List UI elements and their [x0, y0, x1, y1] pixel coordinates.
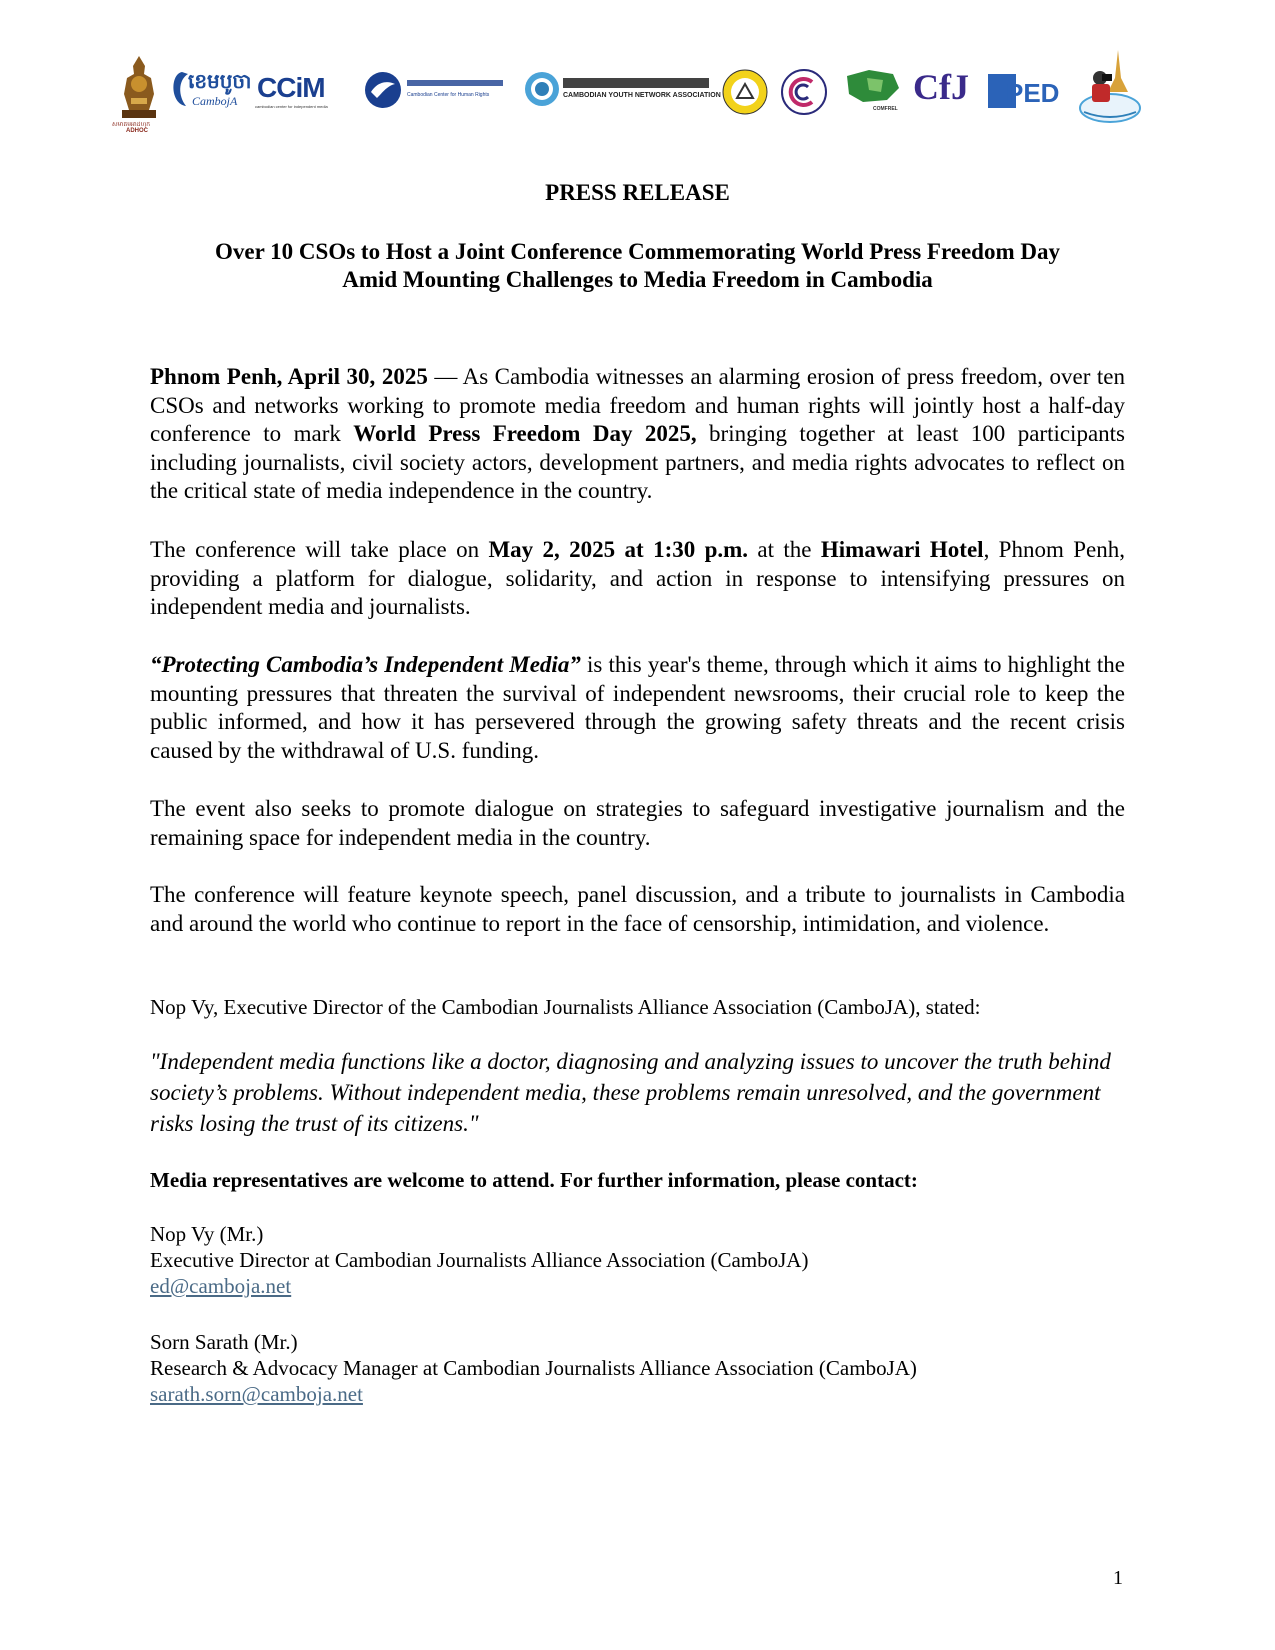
paragraph-venue: [150, 536, 1125, 622]
dateline: Phnom Penh, April 30, 2025: [150, 364, 428, 389]
comfrel-logo: [843, 68, 903, 116]
contact-1: [150, 1221, 1125, 1299]
quote-intro: Nop Vy, Executive Director of the Cambodian Journalists Alliance Association (CamboJA), stated:: [150, 995, 981, 1019]
director-quote: "Independent media functions like a doctor, diagnosing and analyzing issues to uncover the truth behind society’s problems. Without independent media, these problems remain unresolved, and the government risks losing the trust of its citizens.": [150, 1049, 1111, 1136]
venue-text-c: , Phnom Penh, providing a platform for dialogue, solidarity, and action in response to intensifying pressures on independent media and journalists.: [150, 537, 1125, 619]
cyn-khmer-bar: [563, 78, 709, 88]
cfj-logo: [913, 66, 973, 116]
contact-role: Executive Director at Cambodian Journalists Alliance Association (CamboJA): [150, 1248, 809, 1272]
event-datetime: May 2, 2025 at 1:30 p.m.: [488, 537, 749, 562]
yellow-org-logo: [721, 68, 769, 116]
contact-role: Research & Advocacy Manager at Cambodian Journalists Alliance Association (CamboJA): [150, 1356, 917, 1380]
theme-text: is this year's theme, through which it aims to highlight the mounting pressures that threaten the survival of independent newsrooms, their crucial role to keep the public informed, and how it has persevered through the growing safety threats and the recent crisis caused by the withdrawal of U.S. funding.: [150, 652, 1125, 763]
contact-name: Nop Vy (Mr.): [150, 1222, 264, 1246]
adhoc-caption-top: សមាគមអាដហុក: [112, 122, 151, 128]
intro-text-a: — As Cambodia witnesses an alarming erosion of press freedom, over ten CSOs and networks working to promote media freedom and human rights will jointly host a half-day conference to mark: [150, 364, 1125, 446]
ped-label: PED: [1006, 78, 1060, 108]
page-number: 1: [1113, 1567, 1123, 1589]
paragraph-dialogue: The event also seeks to promote dialogue on strategies to safeguard investigative journalism and the remaining space for independent media in the country.: [150, 796, 1125, 850]
journalist-pagoda-logo: [1078, 48, 1142, 126]
venue-text-a: The conference will take place on: [150, 537, 489, 562]
comfrel-label: COMFREL: [873, 106, 898, 112]
contact-2: [150, 1329, 1125, 1407]
paragraph-program: The conference will feature keynote speech, panel discussion, and a tribute to journalists in Cambodia and around the world who continue to report in the face of censorship, intimidation, and violence.: [150, 882, 1125, 936]
venue-text-b: at the: [748, 537, 821, 562]
adhoc-logo: [112, 54, 160, 134]
contact-email-link[interactable]: ed@camboja.net: [150, 1274, 292, 1298]
cchr-khmer-bar: [407, 80, 503, 86]
cchr-logo: [363, 70, 513, 110]
theme-title: “Protecting Cambodia’s Independent Media”: [150, 652, 581, 677]
headline-line-1: Over 10 CSOs to Host a Joint Conference Commemorating World Press Freedom Day: [215, 239, 1060, 264]
ccim-label: CCiM: [257, 72, 325, 103]
cfj-label: CfJ: [913, 67, 969, 107]
paragraph-theme: [150, 651, 1125, 765]
cyn-logo: [523, 70, 721, 110]
intro-text-b: bringing together at least 100 participants including journalists, civil society actors, development partners, and media rights advocates to reflect on the critical state of media independence in the country.: [150, 421, 1125, 503]
ped-logo: [988, 72, 1070, 112]
venue-name: Himawari Hotel: [820, 537, 984, 562]
camboja-logo: [168, 66, 252, 112]
partner-logos-row: [112, 48, 1158, 138]
ccim-sub: cambodian center for independent media: [255, 104, 328, 109]
cchr-sub: Cambodian Center for Human Rights: [407, 92, 490, 98]
headline-line-2: Amid Mounting Challenges to Media Freedom in Cambodia: [342, 267, 933, 292]
paragraph-intro: [150, 363, 1125, 506]
press-release-title: PRESS RELEASE: [545, 180, 730, 205]
camboja-label: CambojA: [192, 94, 238, 108]
event-name: World Press Freedom Day 2025,: [353, 421, 697, 446]
adhoc-caption-bottom: ADHOC: [126, 128, 148, 134]
ccim-logo: [253, 68, 345, 108]
media-note: Media representatives are welcome to attend. For further information, please contact:: [150, 1168, 918, 1192]
contact-name: Sorn Sarath (Mr.): [150, 1330, 298, 1354]
cyn-label: CAMBODIAN YOUTH NETWORK ASSOCIATION: [563, 92, 721, 99]
headline: [150, 238, 1125, 294]
camboja-khmer: ខេមបូចា: [188, 71, 252, 93]
cci-logo: [780, 68, 828, 116]
contact-email-link[interactable]: sarath.sorn@camboja.net: [150, 1382, 363, 1406]
